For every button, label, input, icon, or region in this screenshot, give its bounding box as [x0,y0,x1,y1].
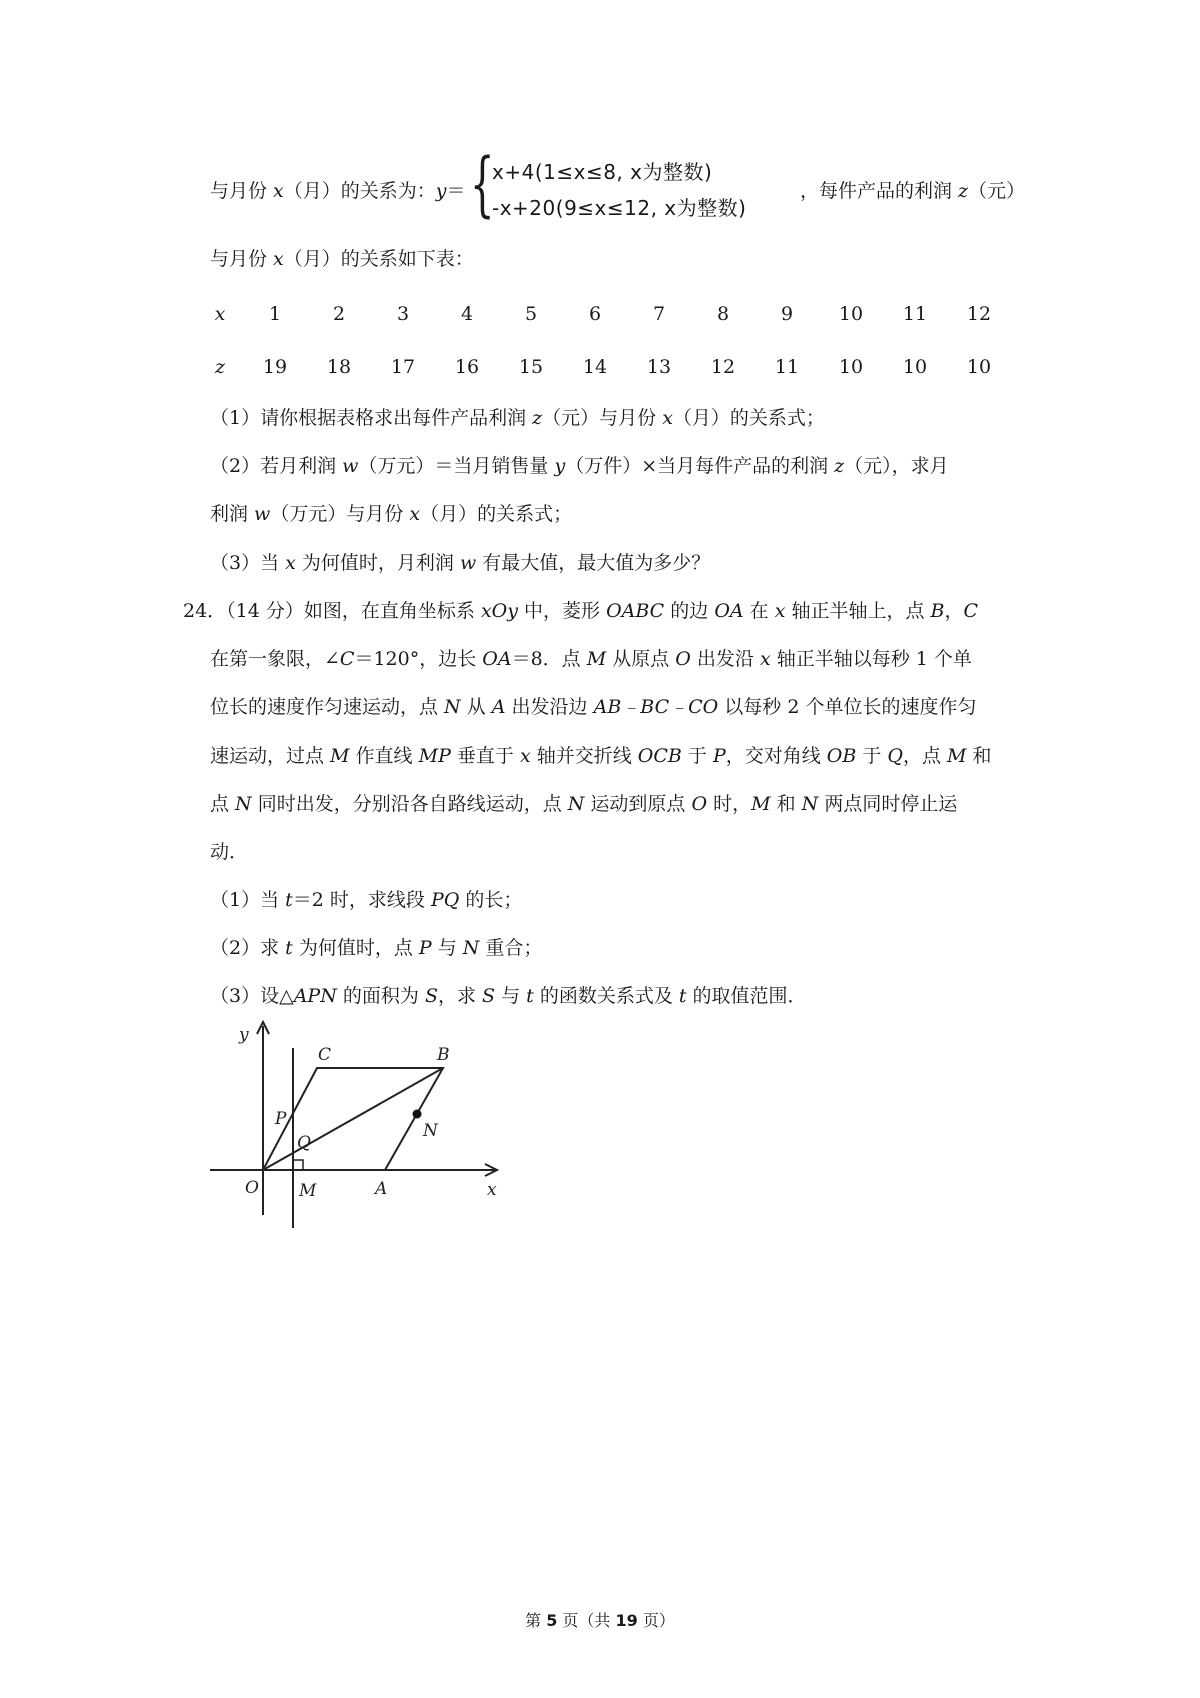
text: （元） [968,180,1026,202]
var: x [759,648,771,670]
text: 在第一象限，∠ [210,648,340,670]
row2-cell: 12 [710,356,736,378]
text: 的长； [459,889,523,911]
q23-part2 [210,453,949,479]
label-C: C [318,1045,332,1065]
row2-cell: 16 [454,356,480,378]
row2-cell: 17 [390,356,416,378]
text: 轴正半轴以每秒 1 个单 [770,648,972,670]
var: x [409,503,421,525]
q23-part1 [210,405,825,431]
text: 同时出发，分别沿各自路线运动，点 [251,793,568,815]
var: C [963,600,979,622]
q23-line2 [210,246,474,272]
var: A [491,696,506,718]
text: ＝120°，边长 [354,648,483,670]
q24-sub1 [210,887,522,913]
var: x [662,407,673,429]
label-M: M [299,1181,317,1201]
text: 与月份 [210,180,274,202]
var: N [462,937,480,959]
page-number: 5 [546,1611,558,1630]
row2-cell: 14 [582,356,608,378]
text: （3）当 [210,552,286,574]
text: 点 [210,793,236,815]
var: M [751,793,771,815]
row1-cell: 1 [268,303,282,325]
q24-sub2 [210,935,542,961]
text: （1）当 [210,889,286,911]
row1-cell: 6 [588,303,602,325]
var: OB [826,745,857,767]
row1-cell: 8 [716,303,730,325]
label-A: A [375,1179,388,1199]
text: ，求 [437,985,483,1007]
text: （万元）＝当月销售量 [358,455,555,477]
text: 的函数关系式及 [533,985,679,1007]
var: z [532,407,543,429]
text: 利润 [210,503,255,525]
row1-cell: 10 [838,303,864,325]
var: N [567,793,585,815]
var: t [678,985,687,1007]
text: 与月份 [210,248,274,270]
var: M [330,745,350,767]
var: x [285,552,296,574]
text: 的边 [664,600,715,622]
text: ，每件产品的利润 [800,180,959,202]
var: w [254,503,271,525]
text: （3）设△ [210,985,294,1007]
label-Q: Q [297,1133,311,1153]
q23-intro-tail [800,178,1025,204]
row2-cell: 13 [646,356,672,378]
row2-cell: 10 [966,356,992,378]
var: C [339,648,355,670]
var: M [947,745,967,767]
var: OA [714,600,744,622]
row2-cell: 19 [262,356,288,378]
var: z [958,180,969,202]
text: （万件）×当月每件产品的利润 [565,455,835,477]
row1-cell: 2 [332,303,346,325]
var: t [526,985,534,1007]
q24-line4 [210,743,992,769]
case-1: x+4(1≤x≤8, x为整数) [492,160,713,184]
text: （月）的关系式； [420,503,573,525]
var: O [691,793,708,815]
var: PQ [430,889,460,911]
text: （月）的关系式； [672,407,825,429]
row2-label: z [214,356,225,378]
text: ，点 [903,745,948,767]
point-N [413,1110,422,1119]
text: 作直线 [349,745,419,767]
var: t [285,889,293,911]
var: O [675,648,691,670]
row2-cell: 11 [774,356,800,378]
text: ，交对角线 [725,745,827,767]
text: ＝2 时，求线段 [292,889,431,911]
text: 24．（14 分）如图，在直角坐标系 [183,600,481,622]
right-angle-mark [293,1160,303,1170]
brace: { [470,143,495,225]
text: 速运动，过点 [210,745,331,767]
q24-sub3 [210,983,807,1009]
var: N [235,793,252,815]
text: 有最大值，最大值为多少？ [476,552,711,574]
piecewise-function [470,143,800,228]
var: N [444,696,461,718]
text: （1）请你根据表格求出每件产品利润 [210,407,533,429]
q23-intro [210,178,466,204]
q24-line1 [183,598,978,624]
q24-line2 [210,646,972,672]
page-footer [0,1608,1200,1631]
text: （万元）与月份 [270,503,410,525]
text: 出发沿 [690,648,760,670]
q24-line3 [210,694,976,720]
var: P [418,937,432,959]
text: 以每秒 2 个单位长的速度作匀 [718,696,977,718]
text: 位长的速度作匀速运动，点 [210,696,445,718]
text: 垂直于 [450,745,520,767]
var: S [482,985,496,1007]
text: 页） [637,1611,675,1630]
q24-line5 [210,791,957,817]
text: 在 [743,600,775,622]
row1-label: x [214,303,226,325]
text: 于 [856,745,888,767]
var: B [930,600,945,622]
var: x [774,600,786,622]
label-B: B [437,1045,450,1065]
q24-line6 [210,839,248,865]
var: y [435,180,447,202]
var: y [554,455,566,477]
label-N: N [423,1121,438,1141]
text: 与 [431,937,463,959]
q23-part2-cont [210,501,572,527]
text: （月）的关系如下表： [283,248,474,270]
text: 为何值时，点 [292,937,419,959]
label-O: O [245,1178,259,1198]
var: S [424,985,438,1007]
var: x [273,180,284,202]
var: AB﹣BC﹣CO [593,696,719,718]
var: Q [887,745,903,767]
var: x [273,248,284,270]
row2-cell: 10 [838,356,864,378]
row2-cell: 18 [326,356,352,378]
text: 两点同时停止运 [818,793,958,815]
text: 为何值时，月利润 [295,552,460,574]
text: 的取值范围． [686,985,807,1007]
row1-cell: 9 [780,303,794,325]
text: 时， [707,793,752,815]
text: 和 [966,745,992,767]
row1-cell: 11 [902,303,928,325]
var: z [834,455,845,477]
text: ， [944,600,964,622]
text: 第 [525,1611,547,1630]
text: 与 [495,985,527,1007]
row1-cell: 7 [652,303,666,325]
text: 中，菱形 [517,600,607,622]
row1-cell: 5 [524,303,538,325]
page-total: 19 [615,1611,638,1630]
text: 轴并交折线 [530,745,638,767]
text: 重合； [479,937,543,959]
text: 从原点 [606,648,676,670]
text: （月）的关系为： [283,180,436,202]
text: 的面积为 [336,985,425,1007]
text: （2）若月利润 [210,455,343,477]
text: 动． [210,841,249,863]
row2-cell: 10 [902,356,928,378]
var: OCB [637,745,682,767]
label-x: x [487,1180,497,1200]
var: xOy [480,600,518,622]
text: 轴正半轴上，点 [785,600,931,622]
label-P: P [275,1109,287,1129]
text: （元），求月 [844,455,949,477]
text: 页（共 [557,1611,616,1630]
var: APN [293,985,337,1007]
label-y: y [239,1025,249,1045]
text: 出发沿边 [505,696,594,718]
var: OABC [606,600,665,622]
rhombus-figure [205,1010,505,1230]
text: 于 [681,745,713,767]
text: ＝ [446,180,466,202]
var: w [459,552,477,574]
var: w [342,455,359,477]
var: M [586,648,607,670]
row2-cell: 15 [518,356,544,378]
var: P [712,745,726,767]
case-2: -x+20(9≤x≤12, x为整数) [492,196,747,220]
text: 和 [770,793,802,815]
var: t [285,937,293,959]
text: 从 [460,696,492,718]
text: ＝8．点 [511,648,587,670]
row1-cell: 3 [396,303,410,325]
text: （元）与月份 [542,407,663,429]
q23-part3 [210,550,710,576]
var: MP [418,745,451,767]
text: （2）求 [210,937,286,959]
row1-cell: 12 [966,303,992,325]
var: N [801,793,819,815]
var: x [519,745,531,767]
text: 运动到原点 [584,793,692,815]
var: OA [482,648,512,670]
row1-cell: 4 [460,303,474,325]
